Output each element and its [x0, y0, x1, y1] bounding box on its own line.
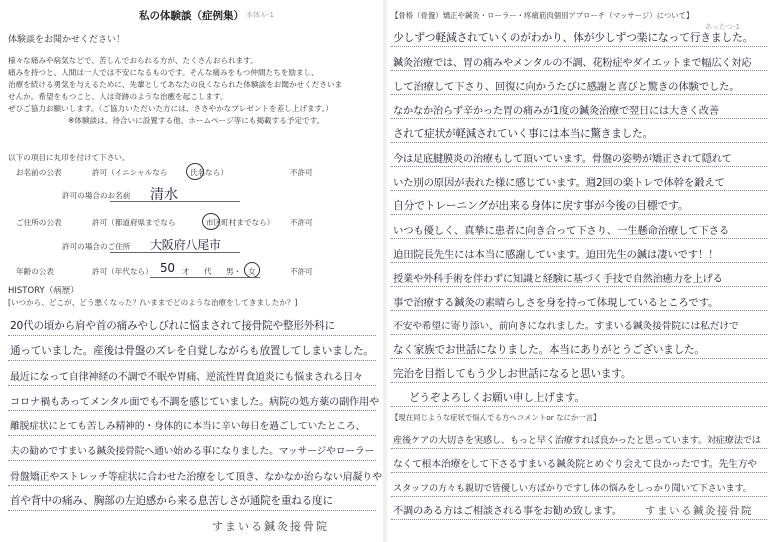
- body-line: 不安や希望に寄り添い、前向きになれました。すまいる鍼灸接骨院には私だけで: [393, 321, 739, 332]
- selection-circle: [244, 262, 260, 278]
- body-line: 迫田院長先生には本当に感謝しています。迫田先生の鍼は凄いです！！: [393, 249, 719, 261]
- name-option-deny: 不許可: [290, 168, 313, 177]
- name-option-fullname: 氏名なら）: [190, 168, 228, 177]
- history-line: 離脱症状にとても苦しみ精神的・身体的に本当に辛い毎日を過ごしていたところ、: [10, 421, 366, 432]
- address-option-city: 市区町村までなら）: [206, 218, 275, 227]
- body-line: 授業や外科手術を伴わずに知識と経験に基づく手技で自然治癒力を上げる: [393, 274, 723, 285]
- body-line: 事で治療する鍼灸の素晴らしさを身を持って体現しているところです。: [393, 297, 719, 309]
- body-line: どうぞよろしくお願い申し上げます。: [409, 392, 585, 404]
- clinic-name-footer: すまいる鍼灸接骨院: [212, 520, 329, 533]
- intro-line: せんか。希望をもつこと、人は奇跡のような治癒を起こします。: [8, 92, 228, 101]
- form-title: 私の体験談（症例集）: [139, 10, 244, 22]
- body-line: 今は足底腱膜炎の治療もして頂いています。骨盤の姿勢が矯正されて隠れて: [393, 154, 732, 165]
- comment-line: なくて根本治療をして下さるすまいる鍼灸院とめぐり会えて良かったです。先生方や: [393, 459, 757, 470]
- history-heading: HISTORY（病歴）: [8, 286, 79, 296]
- comment-heading: 【現在同じような症状で悩んでる方へコメントor なにか一言】: [391, 413, 601, 422]
- intro-line: 様々な痛みや病気などで、苦しんでおられる方が、たくさんおられます。: [8, 56, 258, 65]
- experience-form-left-page: [0, 0, 383, 542]
- intro-line: ぜひご協力お願いします。（ご協力いただいた方には、ささやかなプレゼントを差し上げます。）: [8, 104, 333, 113]
- body-line: 自分でトレーニングが出来る身体に戻す事が今後の目標です。: [393, 199, 689, 212]
- age-publish-label: 年齢の公表: [16, 267, 54, 276]
- selection-circle: [186, 163, 204, 180]
- address-option-deny: 不許可: [290, 218, 313, 227]
- name-sub-label: 許可の場合のお名前: [62, 191, 131, 200]
- title-note: 本体ル-1: [246, 11, 274, 19]
- name-publish-label: お名前の公表: [16, 168, 62, 177]
- body-line: なかなか治らず辛かった胃の痛みが1度の鍼灸治療で翌日には大きく改善: [393, 106, 719, 117]
- intro-line: 痛みを持つと、人間は一人では不安になるものです。そんな痛みをもつ仲間たちを励まし、: [8, 68, 319, 77]
- address-sub-label: 許可の場合のご住所: [62, 242, 131, 251]
- body-line: 完治を目指してもう少しお世話になると思います。: [393, 368, 632, 380]
- comment-line: 不調のある方はご相談される事をお勧め致します。: [393, 506, 622, 517]
- history-line: 20代の頃から肩や首の痛みやしびれに悩まされて接骨院や整形外科に: [10, 320, 335, 332]
- address-publish-label: ご住所の公表: [16, 218, 62, 227]
- history-prompt: [いつから、どこが、どう悪くなった？/いままでどのような治療をしてきましたか？]: [8, 298, 298, 307]
- header-note: あったつ-1: [705, 23, 740, 31]
- address-option-prefecture: 許可（都道府県までなら: [92, 218, 176, 227]
- age-option-decade: 許可（年代なら）: [92, 267, 153, 276]
- comment-line: スタッフの方々も親切で皆優しい方ばかりですし体の悩みをしっかり聞いて下さいます。: [393, 483, 752, 494]
- history-line: 通っていました。産後は骨盤のズレを自覚しながらも放置してしまいました。: [10, 345, 374, 357]
- name-option-initial: 許可（イニシャルなら: [92, 168, 168, 177]
- decade-unit: 代: [204, 267, 212, 276]
- body-line: されて症状が軽減されていく事には本当に驚きました。: [393, 128, 653, 140]
- body-line: 少しずつ軽減されていくのがわかり、体が少しずつ楽になって行きました。: [393, 31, 754, 44]
- circle-instruction: 以下の項目に丸印を付けて下さい。: [8, 153, 130, 162]
- history-line: 夫の勧めですまいる鍼灸接骨院へ通い始める事になりました。マッサージやローラー: [10, 446, 375, 457]
- intro-line: ※体験談は、待合いに設置する他、ホームページ等にも掲載する予定です。: [68, 116, 325, 125]
- intro-heading: 体験談をお聞かせください！: [8, 35, 126, 45]
- age-unit: 才: [182, 267, 190, 276]
- history-line: 骨盤矯正やストレッチ等症状に合わせた治療をして頂き、なかなか治らない肩凝りや: [10, 472, 382, 483]
- selection-circle: [202, 213, 220, 230]
- experience-form-right-page: [387, 0, 776, 542]
- age-option-deny: 不許可: [290, 267, 313, 276]
- address-value: 大阪府八尾市: [150, 238, 221, 252]
- treatment-header: 【骨格（骨盤）矯正や鍼灸・ローラー・疼痛筋肉個別アプローチ（マッサージ）について】: [391, 11, 694, 20]
- gender-male: 男・: [226, 267, 242, 276]
- body-line: 鍼灸治療では、胃の痛みやメンタルの不調、花粉症やダイエットまで幅広く対応: [393, 58, 752, 69]
- body-line: いつも優しく、真摯に患者に向き合って下さり、一生懸命治療して下さる: [393, 225, 730, 237]
- body-line: して治療して下さり、回復に向かうたびに感謝と喜びと驚きの体験でした。: [393, 81, 740, 93]
- body-line: なく家族でお世話になりました。本当にありがとうございました。: [393, 344, 705, 356]
- body-line: いた別の原因が表れた様に感じています。週2回の楽トレで体幹を鍛えて: [393, 177, 725, 189]
- history-line: 首や背中の痛み、胸部の左迫感から来る息苦しさが通院を重ねる度に: [10, 495, 333, 507]
- name-value: 清水: [150, 187, 178, 203]
- history-line: 最近になって自律神経の不調で不眠や胃痛、逆流性胃食道炎にも悩まされる日々: [10, 372, 363, 383]
- comment-line: 産後ケアの大切さを実感し、もっと早く治療すれば良かったと思っています。対症療法では: [393, 435, 761, 446]
- age-value: 50: [160, 261, 175, 275]
- intro-line: 治療を続ける勇気を与えるために、先輩としてあなたの良くなられた体験談をお聞かせくださいま: [8, 80, 343, 89]
- clinic-name-footer: すまいる鍼灸接骨院: [645, 505, 753, 517]
- gender-female: 女: [248, 267, 256, 276]
- history-line: コロナ禍もあってメンタル面でも不調を感じていました。病院の処方薬の副作用や: [10, 397, 380, 408]
